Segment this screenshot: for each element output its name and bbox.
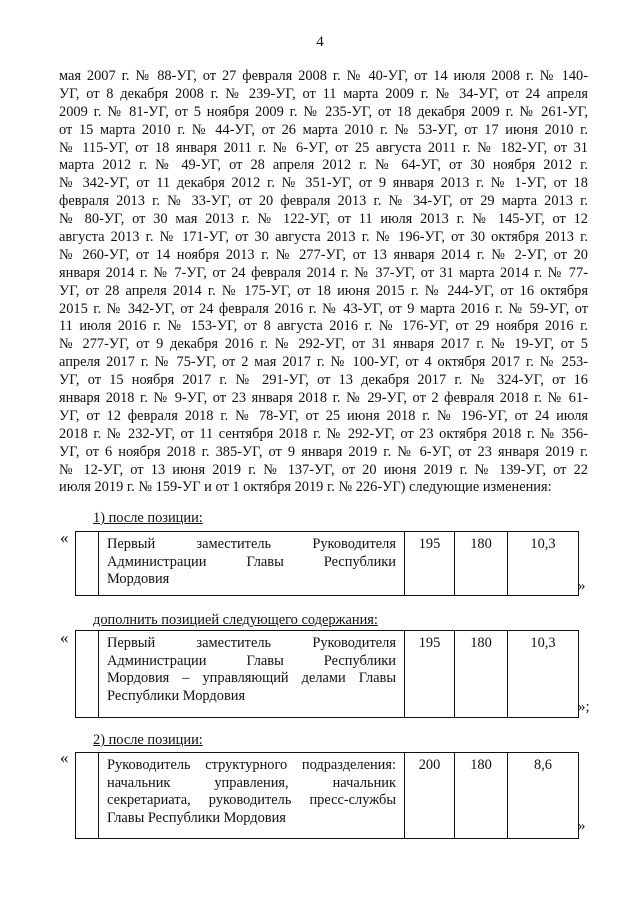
intro-line: УГ, от 6 ноября 2018 г. 385-УГ, от 9 января 2019 г. № 6-УГ, от 23 января 2019 г.: [59, 443, 588, 460]
intro-line: УГ, от 12 февраля 2018 г. № 78-УГ, от 25 июня 2018 г. № 196-УГ, от 24 июля: [59, 407, 588, 424]
position-title-line: секретариата, руководитель пресс-службы: [107, 792, 396, 809]
position-title-line: Первый заместитель Руководителя: [107, 635, 396, 651]
position-title-line: начальник управления, начальник: [107, 774, 396, 791]
empty-cell: [76, 753, 99, 839]
intro-line: июля 2019 г. № 159-УГ и от 1 октября 2019 г. № 226-УГ) следующие изменения:: [59, 479, 552, 496]
value-cell: 195: [405, 532, 455, 596]
intro-line: № 342-УГ, от 11 декабря 2012 г. № 351-УГ, от 9 января 2013 г. № 1-УГ, от 18: [59, 175, 588, 192]
close-quote: »: [578, 578, 586, 594]
item2-position-table: [75, 752, 579, 839]
empty-cell: [76, 631, 99, 718]
position-title-line: Мордовия – управляющий делами Главы: [107, 670, 396, 687]
intro-line: № 115-УГ, от 18 января 2011 г. № 6-УГ, от 25 августа 2011 г. № 182-УГ, от 31: [59, 139, 588, 156]
intro-line: УГ, от 8 декабря 2008 г. № 239-УГ, от 11 марта 2009 г. № 34-УГ, от 24 апреля: [59, 85, 588, 102]
addition-lead: дополнить позицией следующего содержания:: [93, 612, 378, 628]
intro-line: УГ, от 28 апреля 2014 г. № 175-УГ, от 18 июня 2015 г. № 244-УГ, от 16 октября: [59, 282, 588, 299]
intro-line: мая 2007 г. № 88-УГ, от 27 февраля 2008 г. № 40-УГ, от 14 июля 2008 г. № 140-: [59, 68, 588, 84]
intro-paragraph: [59, 68, 588, 497]
intro-line: февраля 2013 г. № 33-УГ, от 20 февраля 2013 г. № 34-УГ, от 29 марта 2013 г.: [59, 193, 588, 210]
intro-line: августа 2013 г. № 171-УГ, от 30 августа 2013 г. № 196-УГ, от 30 октября 2013 г.: [59, 229, 588, 246]
position-title-cell: [99, 631, 405, 718]
intro-line: № 277-УГ, от 9 декабря 2016 г. № 292-УГ, от 31 января 2017 г. № 19-УГ, от 5: [59, 336, 588, 353]
intro-line: УГ, от 15 ноября 2017 г. № 291-УГ, от 13 декабря 2017 г. № 324-УГ, от 16: [59, 372, 588, 389]
value-cell: 10,3: [508, 631, 579, 718]
value-cell: 180: [455, 631, 508, 718]
addition-position-table: [75, 630, 579, 718]
intro-line: 2015 г. № 342-УГ, от 24 февраля 2016 г. № 43-УГ, от 9 марта 2016 г. № 59-УГ, от: [59, 300, 588, 317]
intro-line: апреля 2017 г. № 75-УГ, от 2 мая 2017 г. № 100-УГ, от 4 октября 2017 г. № 253-: [59, 354, 588, 371]
position-title-line: Администрации Главы Республики: [107, 652, 396, 669]
position-title-line: Первый заместитель Руководителя: [107, 536, 396, 552]
value-cell: 180: [455, 753, 508, 839]
intro-line: января 2014 г. № 7-УГ, от 24 февраля 2014 г. № 37-УГ, от 31 марта 2014 г. № 77-: [59, 264, 588, 281]
intro-line: № 12-УГ, от 13 июня 2019 г. № 137-УГ, от 20 июня 2019 г. № 139-УГ, от 22: [59, 461, 588, 478]
item1-position-table: [75, 531, 579, 596]
item2-title: 2) после позиции:: [93, 732, 203, 748]
close-quote: »;: [578, 699, 590, 715]
position-title-cell: [99, 532, 405, 596]
intro-line: 2018 г. № 232-УГ, от 11 сентября 2018 г. № 292-УГ, от 23 октября 2018 г. № 356-: [59, 425, 588, 442]
intro-line: от 15 марта 2010 г. № 44-УГ, от 26 марта 2010 г. № 53-УГ, от 17 июня 2010 г.: [59, 121, 588, 138]
item1-title: 1) после позиции:: [93, 510, 203, 526]
intro-line: № 260-УГ, от 14 ноября 2013 г. № 277-УГ, от 13 января 2014 г. № 2-УГ, от 20: [59, 246, 588, 263]
intro-line: 11 июля 2016 г. № 153-УГ, от 8 августа 2016 г. № 176-УГ, от 29 ноября 2016 г.: [59, 318, 588, 335]
intro-line: марта 2012 г. № 49-УГ, от 28 апреля 2012 г. № 64-УГ, от 30 ноября 2012 г.: [59, 157, 588, 174]
open-quote: «: [60, 528, 69, 547]
value-cell: 10,3: [508, 532, 579, 596]
page-number: 4: [316, 34, 324, 50]
intro-line: января 2018 г. № 9-УГ, от 23 января 2018 г. № 29-УГ, от 2 февраля 2018 г. № 61-: [59, 390, 588, 407]
intro-line: 2009 г. № 81-УГ, от 5 ноября 2009 г. № 235-УГ, от 18 декабря 2009 г. № 261-УГ,: [59, 103, 588, 120]
position-title-line: Республики Мордовия: [107, 688, 246, 705]
close-quote: »: [578, 818, 586, 834]
open-quote: «: [60, 748, 69, 767]
position-title-line: Мордовия: [107, 571, 170, 588]
position-title-line: Руководитель структурного подразделения:: [107, 757, 396, 773]
value-cell: 180: [455, 532, 508, 596]
empty-cell: [76, 532, 99, 596]
intro-line: № 80-УГ, от 30 мая 2013 г. № 122-УГ, от 11 июля 2013 г. № 145-УГ, от 12: [59, 211, 588, 228]
value-cell: 200: [405, 753, 455, 839]
position-title-cell: [99, 753, 405, 839]
position-title-line: Администрации Главы Республики: [107, 553, 396, 570]
value-cell: 195: [405, 631, 455, 718]
position-title-line: Главы Республики Мордовия: [107, 810, 286, 827]
value-cell: 8,6: [508, 753, 579, 839]
open-quote: «: [60, 628, 69, 647]
